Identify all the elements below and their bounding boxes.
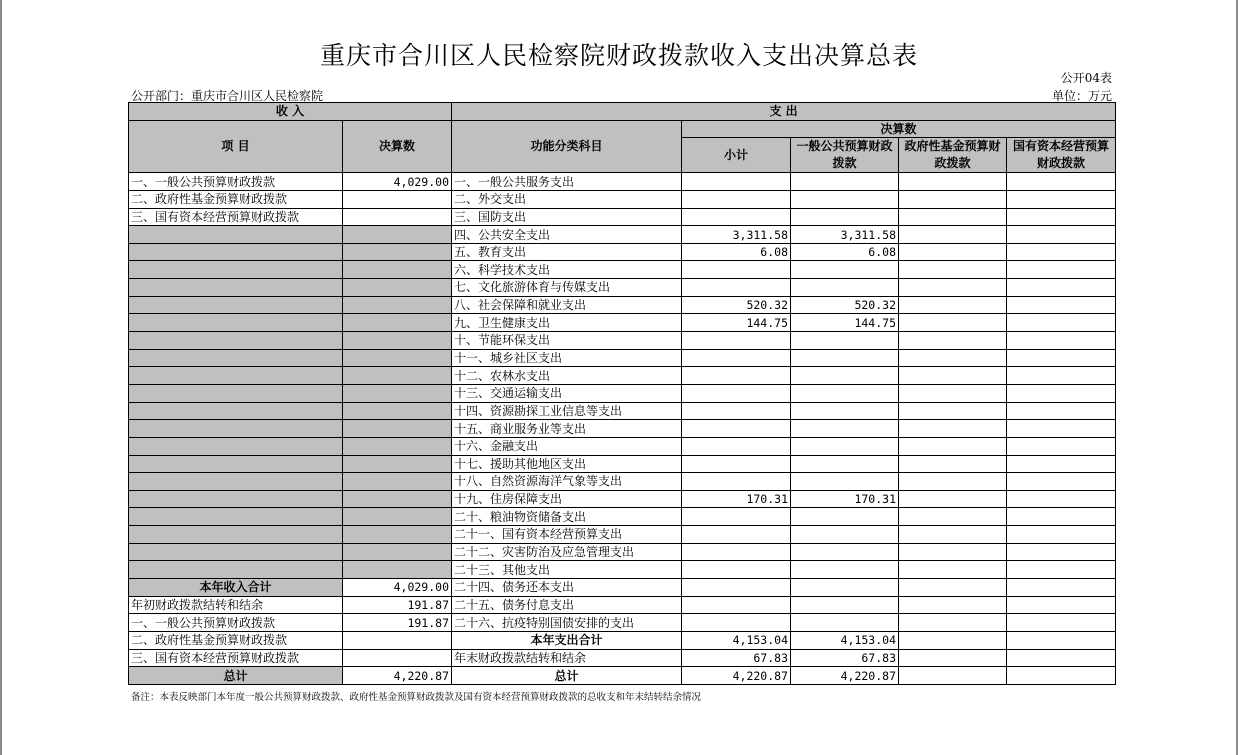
subtotal-cell [682,208,791,226]
state-capital-cell [1007,279,1116,297]
expense-item-cell: 总计 [452,667,682,685]
state-capital-cell [1007,296,1116,314]
expense-item-cell: 二十一、国有资本经营预算支出 [452,526,682,544]
gov-fund-cell [899,173,1007,191]
expense-item-cell: 五、教育支出 [452,243,682,261]
state-capital-cell [1007,332,1116,350]
table-row [129,420,1116,438]
table-row [129,208,1116,226]
gov-fund-cell [899,437,1007,455]
state-capital-cell [1007,349,1116,367]
gov-fund-cell [899,649,1007,667]
income-amount-cell [343,349,452,367]
general-budget-cell: 170.31 [791,490,899,508]
income-item-cell [129,349,343,367]
gov-fund-cell [899,226,1007,244]
state-capital-cell [1007,190,1116,208]
general-budget-cell [791,349,899,367]
income-item-cell [129,490,343,508]
table-row [129,596,1116,614]
subtotal-cell [682,437,791,455]
income-item-cell: 年初财政拨款结转和结余 [129,596,343,614]
table-row [129,261,1116,279]
income-amount-cell [343,455,452,473]
income-item-cell [129,508,343,526]
expense-item-cell: 十一、城乡社区支出 [452,349,682,367]
income-item-cell: 总计 [129,667,343,685]
income-amount-cell [343,208,452,226]
state-capital-cell [1007,173,1116,191]
general-budget-cell: 4,220.87 [791,667,899,685]
expense-item-cell: 八、社会保障和就业支出 [452,296,682,314]
income-item-cell: 二、政府性基金预算财政拨款 [129,190,343,208]
gov-fund-cell [899,579,1007,597]
income-amount-cell [343,384,452,402]
expense-item-cell: 二、外交支出 [452,190,682,208]
table-row [129,384,1116,402]
subtotal-cell [682,420,791,438]
expense-item-cell: 六、科学技术支出 [452,261,682,279]
general-budget-cell [791,437,899,455]
income-amount-cell [343,543,452,561]
expense-item-cell: 二十三、其他支出 [452,561,682,579]
income-item-cell [129,279,343,297]
income-amount-cell [343,561,452,579]
gov-fund-cell [899,261,1007,279]
expense-item-cell: 二十五、债务付息支出 [452,596,682,614]
state-capital-cell [1007,543,1116,561]
table-row [129,631,1116,649]
subtotal-cell [682,526,791,544]
expense-item-cell: 十五、商业服务业等支出 [452,420,682,438]
income-item-cell [129,314,343,332]
subtotal-cell: 144.75 [682,314,791,332]
subtotal-cell [682,349,791,367]
expense-item-cell: 十三、交通运输支出 [452,384,682,402]
table-row [129,190,1116,208]
state-capital-cell [1007,667,1116,685]
income-amount-cell [343,243,452,261]
income-amount-cell: 4,220.87 [343,667,452,685]
subtotal-cell [682,367,791,385]
state-capital-cell [1007,614,1116,632]
income-item-cell [129,561,343,579]
table-body [129,173,1116,685]
subtotal-cell [682,579,791,597]
gov-fund-cell [899,402,1007,420]
state-capital-cell [1007,437,1116,455]
state-capital-cell [1007,490,1116,508]
expense-item-cell: 二十二、灾害防治及应急管理支出 [452,543,682,561]
income-header: 收 入 [129,103,452,121]
income-amount-cell [343,508,452,526]
general-budget-cell [791,579,899,597]
subtotal-header: 小计 [682,138,791,173]
income-item-cell [129,261,343,279]
general-budget-cell [791,561,899,579]
expense-item-cell: 二十四、债务还本支出 [452,579,682,597]
subtotal-cell: 6.08 [682,243,791,261]
footnote: 备注：本表反映部门本年度一般公共预算财政拨款、政府性基金预算财政拨款及国有资本经营预算财政拨款的总收支和年末结转结余情况 [131,692,702,703]
state-capital-header: 国有资本经营预算财政拨款 [1007,138,1116,173]
expense-item-cell: 本年支出合计 [452,631,682,649]
general-budget-cell: 67.83 [791,649,899,667]
state-capital-cell [1007,473,1116,491]
table-row [129,296,1116,314]
general-budget-cell [791,420,899,438]
income-amount-cell: 191.87 [343,614,452,632]
table-row [129,508,1116,526]
income-item-cell [129,455,343,473]
table-row [129,561,1116,579]
gov-fund-cell [899,420,1007,438]
gov-fund-cell [899,332,1007,350]
gov-fund-cell [899,667,1007,685]
left-frame-border [0,0,2,755]
table-row [129,490,1116,508]
function-class-header: 功能分类科目 [452,120,682,173]
income-amount-cell [343,526,452,544]
income-amount-cell [343,367,452,385]
subtotal-cell [682,508,791,526]
state-capital-cell [1007,455,1116,473]
gov-fund-cell [899,526,1007,544]
expense-item-cell: 四、公共安全支出 [452,226,682,244]
income-item-cell: 本年收入合计 [129,579,343,597]
state-capital-cell [1007,508,1116,526]
income-amount-cell [343,420,452,438]
subtotal-cell: 67.83 [682,649,791,667]
income-item-cell [129,402,343,420]
general-budget-header: 一般公共预算财政拨款 [791,138,899,173]
report-title: 重庆市合川区人民检察院财政拨款收入支出决算总表 [319,41,918,70]
gov-fund-cell [899,208,1007,226]
table-row [129,349,1116,367]
general-budget-cell [791,261,899,279]
income-item-cell: 三、国有资本经营预算财政拨款 [129,208,343,226]
gov-fund-cell [899,508,1007,526]
state-capital-cell [1007,261,1116,279]
general-budget-cell: 6.08 [791,243,899,261]
state-capital-cell [1007,402,1116,420]
expense-item-cell: 二十、粮油物资储备支出 [452,508,682,526]
general-budget-cell: 520.32 [791,296,899,314]
table-row [129,667,1116,685]
gov-fund-cell [899,314,1007,332]
expense-item-cell: 十七、援助其他地区支出 [452,455,682,473]
subtotal-cell [682,402,791,420]
general-budget-cell: 4,153.04 [791,631,899,649]
expense-item-cell: 十六、金融支出 [452,437,682,455]
gov-fund-cell [899,490,1007,508]
income-amount-cell [343,332,452,350]
unit-label: 单位：万元 [1051,89,1112,103]
budget-summary-table [128,102,1116,685]
table-row [129,173,1116,191]
table-row [129,402,1116,420]
expense-item-cell: 十九、住房保障支出 [452,490,682,508]
gov-fund-cell [899,296,1007,314]
subtotal-cell [682,279,791,297]
final-amount-header: 决算数 [682,120,1116,138]
expense-item-cell: 十二、农林水支出 [452,367,682,385]
subtotal-cell [682,473,791,491]
income-item-cell: 一、一般公共预算财政拨款 [129,173,343,191]
expense-item-cell: 一、一般公共服务支出 [452,173,682,191]
expense-item-cell: 二十六、抗疫特别国债安排的支出 [452,614,682,632]
gov-fund-cell [899,384,1007,402]
state-capital-cell [1007,596,1116,614]
gov-fund-header: 政府性基金预算财政拨款 [899,138,1007,173]
income-item-cell [129,332,343,350]
subtotal-cell [682,332,791,350]
state-capital-cell [1007,579,1116,597]
state-capital-cell [1007,243,1116,261]
expense-item-cell: 年末财政拨款结转和结余 [452,649,682,667]
gov-fund-cell [899,455,1007,473]
state-capital-cell [1007,526,1116,544]
income-item-cell [129,384,343,402]
general-budget-cell [791,173,899,191]
department-label: 公开部门：重庆市合川区人民检察院 [131,89,324,103]
income-item-cell [129,437,343,455]
expense-header: 支 出 [452,103,1116,121]
table-row [129,649,1116,667]
table-row [129,455,1116,473]
income-item-cell [129,296,343,314]
income-item-cell: 一、一般公共预算财政拨款 [129,614,343,632]
expense-item-cell: 七、文化旅游体育与传媒支出 [452,279,682,297]
subtotal-cell [682,561,791,579]
table-row [129,314,1116,332]
general-budget-cell [791,208,899,226]
table-row [129,243,1116,261]
expense-item-cell: 十八、自然资源海洋气象等支出 [452,473,682,491]
table-row [129,526,1116,544]
table-row [129,543,1116,561]
general-budget-cell [791,190,899,208]
general-budget-cell [791,455,899,473]
general-budget-cell [791,332,899,350]
gov-fund-cell [899,614,1007,632]
item-header: 项 目 [129,120,343,173]
subtotal-cell: 4,153.04 [682,631,791,649]
general-budget-cell [791,614,899,632]
income-amount-cell [343,473,452,491]
income-item-cell [129,543,343,561]
subtotal-cell [682,455,791,473]
income-item-cell [129,367,343,385]
table-row [129,226,1116,244]
state-capital-cell [1007,631,1116,649]
subtotal-cell: 4,220.87 [682,667,791,685]
income-amount-cell: 4,029.00 [343,579,452,597]
general-budget-cell [791,367,899,385]
subtotal-cell [682,614,791,632]
state-capital-cell [1007,314,1116,332]
table-row [129,614,1116,632]
expense-item-cell: 十四、资源勘探工业信息等支出 [452,402,682,420]
income-amount-cell [343,631,452,649]
state-capital-cell [1007,649,1116,667]
expense-item-cell: 九、卫生健康支出 [452,314,682,332]
income-amount-cell [343,490,452,508]
general-budget-cell: 3,311.58 [791,226,899,244]
general-budget-cell [791,596,899,614]
table-row [129,367,1116,385]
income-amount-cell [343,437,452,455]
gov-fund-cell [899,596,1007,614]
income-amount-cell [343,190,452,208]
gov-fund-cell [899,190,1007,208]
form-number: 公开04表 [1060,71,1112,85]
income-item-cell [129,226,343,244]
amount-header: 决算数 [343,120,452,173]
income-amount-cell: 4,029.00 [343,173,452,191]
income-amount-cell [343,402,452,420]
subtotal-cell [682,384,791,402]
income-item-cell [129,473,343,491]
general-budget-cell: 144.75 [791,314,899,332]
gov-fund-cell [899,561,1007,579]
gov-fund-cell [899,367,1007,385]
state-capital-cell [1007,561,1116,579]
income-item-cell [129,420,343,438]
income-item-cell: 三、国有资本经营预算财政拨款 [129,649,343,667]
general-budget-cell [791,508,899,526]
gov-fund-cell [899,631,1007,649]
table-row [129,332,1116,350]
income-item-cell: 二、政府性基金预算财政拨款 [129,631,343,649]
subtotal-cell: 170.31 [682,490,791,508]
subtotal-cell [682,261,791,279]
general-budget-cell [791,473,899,491]
expense-item-cell: 三、国防支出 [452,208,682,226]
table-row [129,279,1116,297]
subtotal-cell: 3,311.58 [682,226,791,244]
gov-fund-cell [899,349,1007,367]
state-capital-cell [1007,208,1116,226]
table-row [129,579,1116,597]
table-row [129,437,1116,455]
general-budget-cell [791,384,899,402]
income-amount-cell: 191.87 [343,596,452,614]
general-budget-cell [791,543,899,561]
subtotal-cell [682,596,791,614]
general-budget-cell [791,279,899,297]
income-amount-cell [343,261,452,279]
income-amount-cell [343,296,452,314]
subtotal-cell: 520.32 [682,296,791,314]
income-amount-cell [343,279,452,297]
subtotal-cell [682,190,791,208]
table-row [129,473,1116,491]
general-budget-cell [791,526,899,544]
income-amount-cell [343,314,452,332]
expense-item-cell: 十、节能环保支出 [452,332,682,350]
subtotal-cell [682,543,791,561]
income-item-cell [129,526,343,544]
gov-fund-cell [899,473,1007,491]
gov-fund-cell [899,279,1007,297]
state-capital-cell [1007,420,1116,438]
general-budget-cell [791,402,899,420]
state-capital-cell [1007,384,1116,402]
income-item-cell [129,243,343,261]
income-amount-cell [343,649,452,667]
gov-fund-cell [899,543,1007,561]
income-amount-cell [343,226,452,244]
state-capital-cell [1007,226,1116,244]
gov-fund-cell [899,243,1007,261]
subtotal-cell [682,173,791,191]
state-capital-cell [1007,367,1116,385]
